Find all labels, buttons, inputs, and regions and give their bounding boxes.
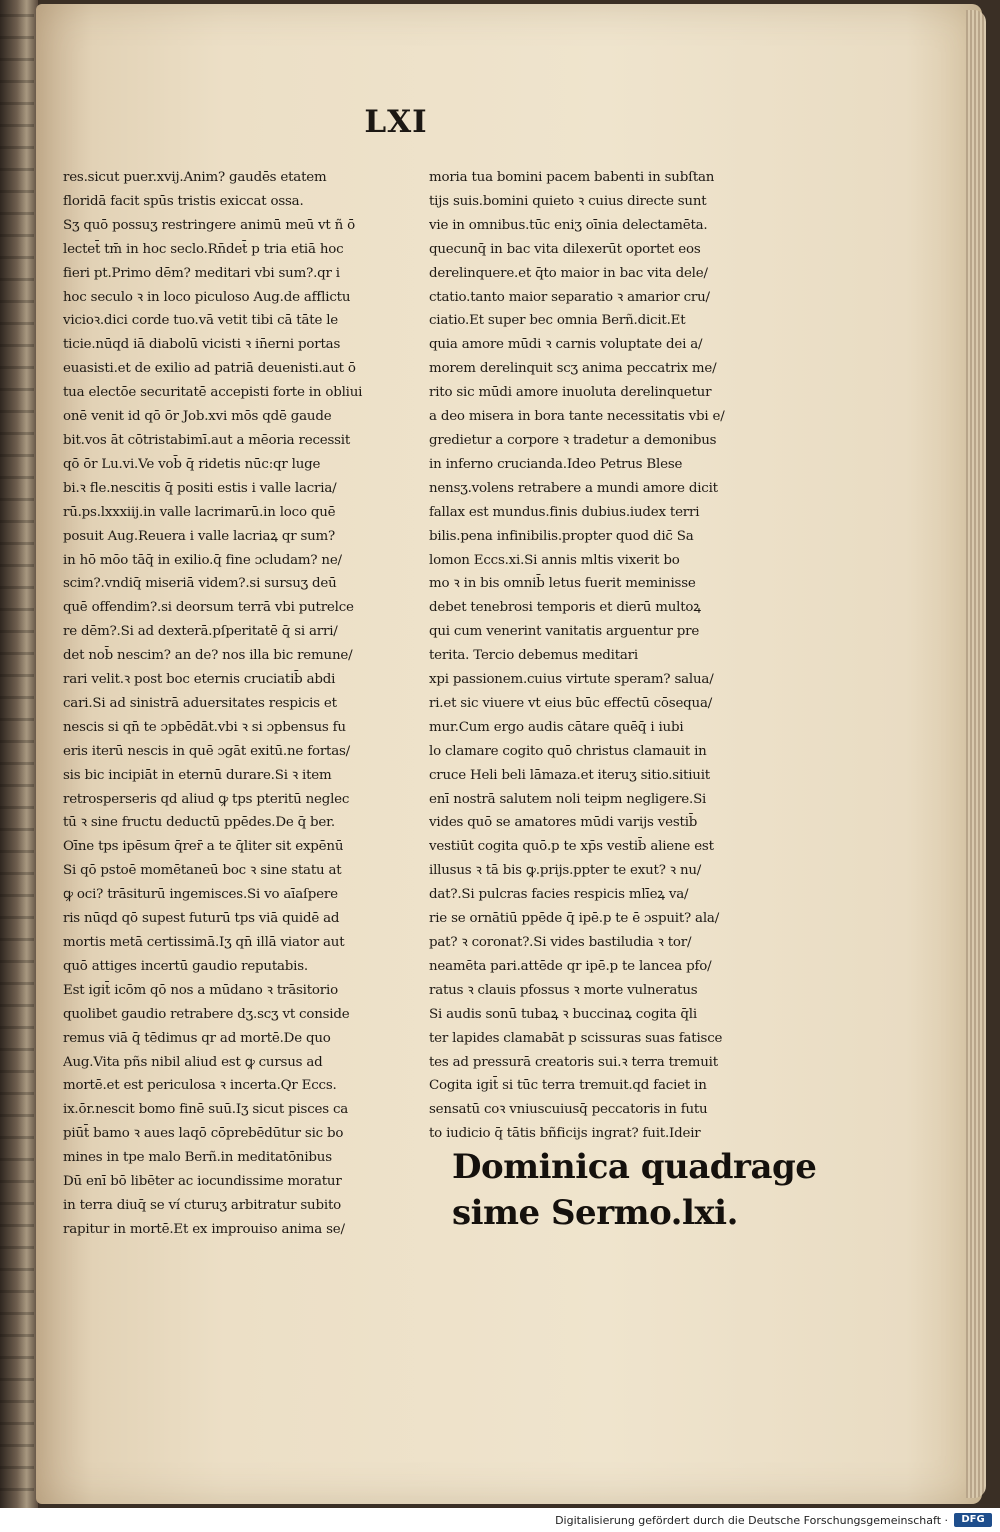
text-line: nescis si qn̄ te ɔpbēdāt.vbi ꝛ si ɔpbensus fu — [63, 719, 346, 735]
digitization-footer — [0, 1508, 1000, 1532]
text-line: in terra diuq̄ se ví cturuʒ arbitratur subito — [63, 1197, 341, 1213]
text-line: scim?.vndiq̄ miseriā videm?.si sursuʒ deū — [63, 576, 337, 592]
text-line: neamēta pari.attēde qr ipē.p te lancea pfo/ — [429, 958, 712, 974]
text-line: vicioꝛ.dici corde tuo.vā vetit tibi cā tāte le — [63, 313, 339, 329]
text-line: Aug.Vita pñs nibil aliud est ꝙ cursus ad — [63, 1054, 323, 1070]
text-line: a deo misera in bora tante necessitatis vbi e/ — [429, 409, 725, 425]
text-line: lo clamare cogito quō christus clamauit in — [429, 743, 707, 759]
text-line: piūt̄ bamo ꝛ aues laqō cōprebēdūtur sic bo — [63, 1126, 344, 1142]
text-line: cari.Si ad sinistrā aduersitates respicis et — [63, 695, 337, 711]
folio-number: LXI — [364, 104, 428, 140]
text-line: Dū enī bō libēter ac iocundissime moratur — [63, 1174, 342, 1190]
text-line: vestiūt cogita quō.p te xp̄s vestib̄ aliene est — [429, 839, 714, 855]
text-line: fieri pt.Primo dēm? meditari vbi sum?.qr i — [63, 265, 340, 281]
text-line: tijs suis.bomini quieto ꝛ cuius directe sunt — [429, 193, 707, 209]
text-line: derelinquere.et q̄to maior in bac vita dele/ — [429, 265, 708, 281]
text-line: sis bic incipiāt in eternū durare.Si ꝛ item — [63, 767, 332, 783]
right-text-column — [429, 166, 765, 1146]
text-line: Si audis sonū tubaꝝ ꝛ buccinaꝝ cogita q̄li — [429, 1006, 697, 1022]
text-line: rapitur in mortē.Et ex improuiso anima se/ — [63, 1221, 345, 1237]
text-line: gredietur a corpore ꝛ tradetur a demonibus — [429, 432, 717, 448]
text-line: xpi passionem.cuius virtute speram? salua/ — [429, 672, 714, 688]
text-line: nensʒ.volens retrabere a mundi amore dicit — [429, 480, 718, 496]
text-line: qui cum venerint vanitatis arguentur pre — [429, 624, 700, 640]
text-line: ratus ꝛ clauis pfossus ꝛ morte vulneratus — [429, 982, 698, 998]
text-line: Est igit̄ icōm qō nos a mūdano ꝛ trāsitorio — [63, 982, 338, 998]
text-line: rito sic mūdi amore inuoluta derelinquetur — [429, 385, 712, 401]
text-line: remus viā q̄ tēdimus qr ad mortē.De quo — [63, 1030, 331, 1046]
text-line: moria tua bomini pacem babenti in subſtan — [429, 170, 715, 185]
text-line: euasisti.et de exilio ad patriā deuenisti.aut ō — [63, 361, 356, 377]
text-line: quecunq̄ in bac vita dilexerūt oportet eos — [429, 241, 701, 257]
text-line: ris nūqd qō supest futurū tps viā quidē ad — [63, 911, 340, 927]
text-line: Oīne tps ipēsum q̄rer̄ a te q̄liter sit expēnū — [63, 839, 344, 855]
text-line: lomon Eccs.xi.Si annis mltis vixerit bo — [429, 552, 680, 568]
text-line: in inferno crucianda.Ideo Petrus Blese — [429, 456, 683, 472]
page-fore-edge — [966, 10, 986, 1498]
text-line: quolibet gaudio retrabere dʒ.scʒ vt conside — [63, 1006, 350, 1022]
text-line: hoc seculo ꝛ in loco piculoso Aug.de afflictu — [63, 289, 351, 305]
text-line: bit.vos āt cōtristabimī.aut a mēoria recessit — [63, 432, 351, 448]
heading-line: sime Sermo.lxi. — [452, 1193, 738, 1233]
text-line: mo ꝛ in bis omnib̄ letus fuerit meminisse — [429, 576, 696, 592]
text-line: det nob̄ nescim? an de? nos illa bic remune/ — [63, 648, 353, 664]
text-line: mortē.et est periculosa ꝛ incerta.Qr Eccs. — [63, 1078, 337, 1094]
text-line — [63, 1242, 399, 1246]
text-line: bilis.pena infinibilis.propter quod dic̄ Sa — [429, 528, 694, 544]
text-line: Sʒ quō possuʒ restringere animū meū vt ñ ō — [63, 217, 356, 233]
text-line: ix.ōr.nescit bomo finē suū.Iʒ sicut pisces ca — [63, 1102, 349, 1118]
text-line: ticie.nūqd iā diabolū vicisti ꝛ in̄erni portas — [63, 337, 341, 353]
text-line: mines in tpe malo Berñ.in meditatōnibus — [63, 1150, 332, 1166]
text-line: mur.Cum ergo audis cātare quēq̄ i iubi — [429, 719, 684, 735]
text-line: retrosperseris qd aliud ꝙ tps pteritū neglec — [63, 791, 350, 807]
text-line: dat?.Si pulcras facies respicis mlīeꝝ va/ — [429, 887, 689, 903]
text-line: floridā facit spūs tristis exiccat ossa. — [63, 193, 304, 209]
funding-credit: Digitalisierung gefördert durch die Deutsche Forschungsgemeinschaft · — [555, 1514, 948, 1527]
text-line: ter lapides clamabāt p scissuras suas fatisce — [429, 1030, 723, 1046]
text-line: vie in omnibus.tūc eniʒ oīnia delectamēta. — [429, 217, 708, 233]
left-text-column — [63, 166, 399, 1246]
text-line: tes ad pressurā creatoris sui.ꝛ terra tremuit — [429, 1054, 718, 1070]
heading-line: Dominica quadrage — [452, 1147, 817, 1187]
text-line: terita. Tercio debemus meditari — [429, 648, 638, 664]
sermon-heading — [452, 1144, 817, 1236]
text-line: onē venit id qō ōr Job.xvi mōs qdē gaude — [63, 409, 332, 425]
text-line: pat? ꝛ coronat?.Si vides bastiludia ꝛ tor/ — [429, 935, 692, 950]
text-line: tua electōe securitatē accepisti forte in obliui — [63, 385, 363, 401]
text-line: ctatio.tanto maior separatio ꝛ amarior cru/ — [429, 289, 710, 305]
text-line: debet tenebrosi temporis et dierū multoꝝ — [429, 600, 701, 616]
text-line: in hō mōo tāq̄ in exilio.q̄ fine ɔcludam? ne/ — [63, 552, 342, 568]
text-line: ri.et sic viuere vt eius būc effectū cōsequa/ — [429, 695, 713, 711]
left-page-text-fragment — [0, 0, 34, 1508]
text-line: cruce Heli beli lāmaza.et iteruʒ sitio.sitiuit — [429, 767, 710, 783]
text-line: fallax est mundus.finis dubius.iudex terri — [429, 504, 700, 520]
text-line: vides quō se amatores mūdi varijs vestib̄ — [429, 815, 698, 831]
dfg-logo: DFG — [954, 1513, 992, 1527]
text-line: rie se ornātiū ppēde q̄ ipē.p te ē ɔspuit? ala/ — [429, 911, 720, 927]
text-line: res.sicut puer.xvij.Anim? gaudēs etatem — [63, 170, 327, 185]
text-line: Cogita igit̄ si tūc terra tremuit.qd faciet in — [429, 1078, 707, 1094]
text-line: sensatū coꝛ vniuscuiusq̄ peccatoris in futu — [429, 1102, 708, 1118]
text-line: ꝙ oci? trāsiturū ingemisces.Si vo aīaſpere — [63, 887, 338, 903]
text-line: illusus ꝛ tā bis ꝙ.prijs.ppter te exut? ꝛ nu/ — [429, 863, 702, 879]
text-line: to iudicio q̄ tātis bñficijs ingrat? fuit.Ideir — [429, 1126, 701, 1142]
text-line: bi.ꝛ fle.nescitis q̄ positi estis i valle lacria/ — [63, 480, 337, 496]
text-line: posuit Aug.Reuera i valle lacriaꝝ qr sum? — [63, 528, 336, 544]
text-line: mortis metā certissimā.Iʒ qn̄ illā viator aut — [63, 935, 345, 950]
text-line: rū.ps.lxxxiij.in valle lacrimarū.in loco quē — [63, 504, 336, 520]
text-line: quē offendim?.si deorsum terrā vbi putrelce — [63, 600, 354, 616]
text-line: rari velit.ꝛ post boc eternis cruciatib̄ abdi — [63, 672, 336, 688]
text-line: qō ōr Lu.vi.Ve vob̄ q̄ ridetis nūc:qr luge — [63, 456, 321, 472]
text-line: ciatio.Et super bec omnia Berñ.dicit.Et — [429, 313, 686, 329]
text-line: enī nostrā salutem noli teipm negligere.Si — [429, 791, 707, 807]
text-line: re dēm?.Si ad dexterā.pſperitatē q̄ si arri/ — [63, 624, 338, 640]
text-line: quia amore mūdi ꝛ carnis voluptate dei a/ — [429, 337, 703, 353]
text-line: morem derelinquit scʒ anima peccatrix me/ — [429, 361, 717, 377]
text-line: Si qō pstoē momētaneū boc ꝛ sine statu at — [63, 863, 342, 879]
text-line: quō attiges incertū gaudio reputabis. — [63, 958, 308, 974]
text-line: lectet̄ tm̄ in hoc seclo.Rn̄det̄ p tria etiā hoc — [63, 241, 344, 257]
text-line: eris iterū nescis in quē ɔgāt exitū.ne fortas/ — [63, 743, 350, 759]
text-line: tū ꝛ sine fructu deductū ppēdes.De q̄ ber. — [63, 815, 335, 831]
